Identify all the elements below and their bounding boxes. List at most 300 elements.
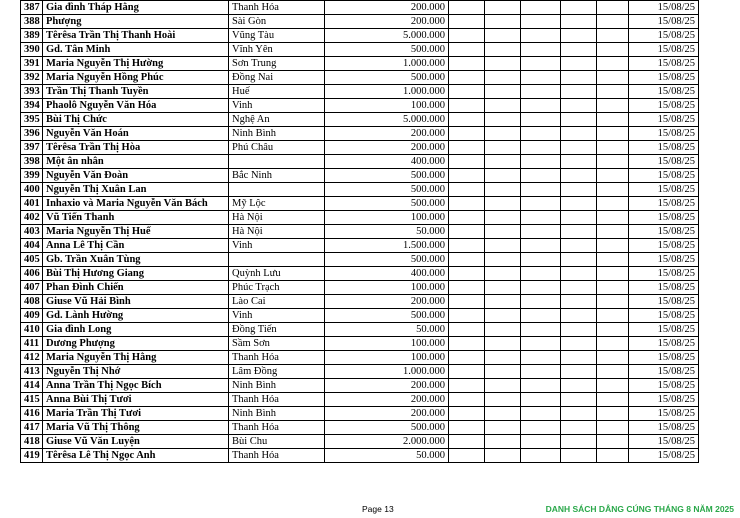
donation-date: 15/08/25 [629, 295, 699, 309]
empty-cell [485, 197, 521, 211]
donor-name: Bùi Thị Chức [43, 113, 229, 127]
empty-cell [597, 71, 629, 85]
table-row [21, 99, 699, 113]
table-row [21, 379, 699, 393]
row-number: 395 [21, 113, 43, 127]
row-number: 403 [21, 225, 43, 239]
donation-amount: 100.000 [325, 211, 449, 225]
empty-cell [561, 113, 597, 127]
donation-table-body [21, 1, 699, 463]
donation-amount: 200.000 [325, 1, 449, 15]
empty-cell [561, 295, 597, 309]
donor-name: Maria Nguyễn Hồng Phúc [43, 71, 229, 85]
empty-cell [561, 43, 597, 57]
table-row [21, 113, 699, 127]
donor-name: Gia đình Long [43, 323, 229, 337]
row-number: 417 [21, 421, 43, 435]
donation-amount: 100.000 [325, 99, 449, 113]
donation-amount: 500.000 [325, 43, 449, 57]
empty-cell [597, 267, 629, 281]
donor-place: Bùi Chu [229, 435, 325, 449]
donation-amount: 500.000 [325, 309, 449, 323]
empty-cell [597, 379, 629, 393]
empty-cell [561, 449, 597, 463]
empty-cell [561, 435, 597, 449]
empty-cell [561, 225, 597, 239]
donor-place: Vũng Tàu [229, 29, 325, 43]
donor-place: Đồng Tiến [229, 323, 325, 337]
empty-cell [561, 393, 597, 407]
empty-cell [449, 379, 485, 393]
donor-name: Nguyễn Văn Đoàn [43, 169, 229, 183]
empty-cell [521, 365, 561, 379]
table-row [21, 127, 699, 141]
row-number: 407 [21, 281, 43, 295]
row-number: 389 [21, 29, 43, 43]
donation-amount: 200.000 [325, 407, 449, 421]
donation-amount: 1.500.000 [325, 239, 449, 253]
empty-cell [449, 1, 485, 15]
empty-cell [485, 449, 521, 463]
empty-cell [449, 435, 485, 449]
donation-amount: 50.000 [325, 449, 449, 463]
donor-place: Thanh Hóa [229, 393, 325, 407]
donation-date: 15/08/25 [629, 197, 699, 211]
donation-table [20, 0, 699, 463]
empty-cell [521, 169, 561, 183]
empty-cell [485, 281, 521, 295]
empty-cell [597, 1, 629, 15]
empty-cell [561, 239, 597, 253]
empty-cell [485, 365, 521, 379]
empty-cell [449, 267, 485, 281]
empty-cell [521, 57, 561, 71]
donation-amount: 400.000 [325, 155, 449, 169]
donor-place: Ninh Bình [229, 379, 325, 393]
donor-place: Thanh Hóa [229, 449, 325, 463]
empty-cell [597, 169, 629, 183]
empty-cell [521, 85, 561, 99]
page-number: Page 13 [362, 504, 394, 514]
donor-name: Phượng [43, 15, 229, 29]
empty-cell [485, 113, 521, 127]
donor-name: Maria Nguyễn Thị Hằng [43, 351, 229, 365]
donation-amount: 500.000 [325, 421, 449, 435]
donor-name: Têrêsa Trần Thị Hòa [43, 141, 229, 155]
donation-date: 15/08/25 [629, 211, 699, 225]
donation-date: 15/08/25 [629, 407, 699, 421]
donation-amount: 500.000 [325, 197, 449, 211]
donation-amount: 1.000.000 [325, 57, 449, 71]
empty-cell [561, 309, 597, 323]
empty-cell [521, 337, 561, 351]
empty-cell [485, 211, 521, 225]
empty-cell [485, 323, 521, 337]
donation-amount: 100.000 [325, 351, 449, 365]
donor-name: Nguyễn Thị Nhớ [43, 365, 229, 379]
donation-date: 15/08/25 [629, 15, 699, 29]
donor-name: Maria Vũ Thị Thông [43, 421, 229, 435]
donor-name: Nguyễn Thị Xuân Lan [43, 183, 229, 197]
table-row [21, 253, 699, 267]
donor-place: Thanh Hóa [229, 351, 325, 365]
donor-name: Phaolô Nguyễn Văn Hóa [43, 99, 229, 113]
empty-cell [597, 127, 629, 141]
table-row [21, 43, 699, 57]
donation-date: 15/08/25 [629, 253, 699, 267]
empty-cell [521, 435, 561, 449]
empty-cell [561, 365, 597, 379]
row-number: 394 [21, 99, 43, 113]
row-number: 408 [21, 295, 43, 309]
donor-name: Maria Nguyễn Thị Huế [43, 225, 229, 239]
table-row [21, 393, 699, 407]
empty-cell [485, 1, 521, 15]
row-number: 416 [21, 407, 43, 421]
table-row [21, 281, 699, 295]
donation-amount: 200.000 [325, 141, 449, 155]
empty-cell [449, 183, 485, 197]
donation-amount: 50.000 [325, 225, 449, 239]
empty-cell [485, 29, 521, 43]
donor-name: Anna Bùi Thị Tươi [43, 393, 229, 407]
donation-date: 15/08/25 [629, 29, 699, 43]
empty-cell [449, 253, 485, 267]
empty-cell [485, 71, 521, 85]
empty-cell [449, 309, 485, 323]
empty-cell [561, 267, 597, 281]
empty-cell [485, 267, 521, 281]
donation-amount: 200.000 [325, 15, 449, 29]
donation-date: 15/08/25 [629, 169, 699, 183]
table-row [21, 57, 699, 71]
empty-cell [597, 211, 629, 225]
donor-place: Thanh Hóa [229, 1, 325, 15]
empty-cell [521, 253, 561, 267]
row-number: 413 [21, 365, 43, 379]
empty-cell [485, 141, 521, 155]
donation-date: 15/08/25 [629, 365, 699, 379]
donation-amount: 1.000.000 [325, 365, 449, 379]
donation-amount: 5.000.000 [325, 113, 449, 127]
empty-cell [485, 239, 521, 253]
empty-cell [561, 183, 597, 197]
empty-cell [449, 295, 485, 309]
empty-cell [449, 85, 485, 99]
empty-cell [597, 421, 629, 435]
empty-cell [485, 225, 521, 239]
donation-date: 15/08/25 [629, 141, 699, 155]
donor-place: Hà Nội [229, 225, 325, 239]
empty-cell [449, 323, 485, 337]
donation-date: 15/08/25 [629, 267, 699, 281]
empty-cell [597, 29, 629, 43]
donor-name: Bùi Thị Hương Giang [43, 267, 229, 281]
donor-name: Giuse Vũ Hải Bình [43, 295, 229, 309]
empty-cell [561, 407, 597, 421]
table-row [21, 15, 699, 29]
row-number: 410 [21, 323, 43, 337]
row-number: 391 [21, 57, 43, 71]
row-number: 419 [21, 449, 43, 463]
empty-cell [521, 351, 561, 365]
empty-cell [561, 421, 597, 435]
empty-cell [597, 197, 629, 211]
donor-name: Maria Nguyễn Thị Hường [43, 57, 229, 71]
empty-cell [449, 449, 485, 463]
empty-cell [561, 379, 597, 393]
donor-name: Anna Trần Thị Ngọc Bích [43, 379, 229, 393]
empty-cell [485, 351, 521, 365]
table-row [21, 323, 699, 337]
donor-name: Maria Trần Thị Tươi [43, 407, 229, 421]
donation-date: 15/08/25 [629, 71, 699, 85]
empty-cell [561, 127, 597, 141]
empty-cell [561, 197, 597, 211]
empty-cell [597, 281, 629, 295]
empty-cell [521, 267, 561, 281]
empty-cell [485, 309, 521, 323]
donor-place: Quỳnh Lưu [229, 267, 325, 281]
table-row [21, 421, 699, 435]
empty-cell [485, 85, 521, 99]
table-row [21, 365, 699, 379]
table-row [21, 211, 699, 225]
donor-name: Gia đình Tháp Hằng [43, 1, 229, 15]
donor-place: Lào Cai [229, 295, 325, 309]
empty-cell [597, 435, 629, 449]
empty-cell [449, 197, 485, 211]
empty-cell [597, 407, 629, 421]
donor-name: Inhaxio và Maria Nguyễn Văn Bách [43, 197, 229, 211]
empty-cell [597, 365, 629, 379]
donation-amount: 5.000.000 [325, 29, 449, 43]
empty-cell [561, 57, 597, 71]
donation-date: 15/08/25 [629, 43, 699, 57]
row-number: 400 [21, 183, 43, 197]
donor-place: Huế [229, 85, 325, 99]
empty-cell [597, 155, 629, 169]
row-number: 401 [21, 197, 43, 211]
table-row [21, 29, 699, 43]
empty-cell [521, 1, 561, 15]
donor-place: Đồng Nai [229, 71, 325, 85]
empty-cell [521, 141, 561, 155]
donor-place: Ninh Bình [229, 127, 325, 141]
empty-cell [449, 239, 485, 253]
donation-date: 15/08/25 [629, 449, 699, 463]
empty-cell [597, 57, 629, 71]
table-row [21, 183, 699, 197]
donor-place [229, 183, 325, 197]
empty-cell [521, 155, 561, 169]
row-number: 404 [21, 239, 43, 253]
empty-cell [449, 71, 485, 85]
empty-cell [449, 225, 485, 239]
empty-cell [521, 309, 561, 323]
empty-cell [561, 169, 597, 183]
donor-name: Vũ Tiến Thanh [43, 211, 229, 225]
donor-name: Gd. Lành Hường [43, 309, 229, 323]
empty-cell [597, 337, 629, 351]
empty-cell [521, 29, 561, 43]
empty-cell [561, 99, 597, 113]
donor-place [229, 155, 325, 169]
table-row [21, 267, 699, 281]
row-number: 411 [21, 337, 43, 351]
donor-place: Vinh [229, 239, 325, 253]
empty-cell [485, 57, 521, 71]
table-row [21, 435, 699, 449]
row-number: 396 [21, 127, 43, 141]
donor-name: Một ân nhân [43, 155, 229, 169]
empty-cell [521, 183, 561, 197]
table-row [21, 309, 699, 323]
row-number: 414 [21, 379, 43, 393]
empty-cell [449, 141, 485, 155]
empty-cell [561, 155, 597, 169]
empty-cell [521, 99, 561, 113]
donation-amount: 500.000 [325, 71, 449, 85]
donor-place: Vinh [229, 99, 325, 113]
donor-place: Sầm Sơn [229, 337, 325, 351]
empty-cell [561, 1, 597, 15]
table-row [21, 239, 699, 253]
table-row [21, 155, 699, 169]
empty-cell [521, 43, 561, 57]
row-number: 418 [21, 435, 43, 449]
empty-cell [485, 295, 521, 309]
row-number: 387 [21, 1, 43, 15]
donation-date: 15/08/25 [629, 351, 699, 365]
donation-amount: 100.000 [325, 281, 449, 295]
donation-date: 15/08/25 [629, 57, 699, 71]
donation-date: 15/08/25 [629, 393, 699, 407]
donor-place: Lâm Đồng [229, 365, 325, 379]
empty-cell [449, 211, 485, 225]
donation-amount: 200.000 [325, 127, 449, 141]
row-number: 398 [21, 155, 43, 169]
empty-cell [485, 337, 521, 351]
empty-cell [485, 155, 521, 169]
empty-cell [561, 281, 597, 295]
empty-cell [561, 141, 597, 155]
donor-place: Ninh Bình [229, 407, 325, 421]
empty-cell [561, 211, 597, 225]
empty-cell [521, 421, 561, 435]
donation-date: 15/08/25 [629, 1, 699, 15]
donor-place: Hà Nội [229, 211, 325, 225]
donation-date: 15/08/25 [629, 225, 699, 239]
empty-cell [521, 407, 561, 421]
donation-date: 15/08/25 [629, 379, 699, 393]
donation-amount: 400.000 [325, 267, 449, 281]
donation-amount: 200.000 [325, 295, 449, 309]
empty-cell [485, 435, 521, 449]
donation-amount: 200.000 [325, 393, 449, 407]
empty-cell [597, 253, 629, 267]
empty-cell [521, 239, 561, 253]
donor-name: Phan Đình Chiến [43, 281, 229, 295]
donation-amount: 200.000 [325, 379, 449, 393]
donation-date: 15/08/25 [629, 323, 699, 337]
donation-amount: 500.000 [325, 183, 449, 197]
donor-name: Gb. Trần Xuân Tùng [43, 253, 229, 267]
row-number: 392 [21, 71, 43, 85]
table-row [21, 197, 699, 211]
table-row [21, 225, 699, 239]
empty-cell [561, 323, 597, 337]
empty-cell [521, 197, 561, 211]
donation-date: 15/08/25 [629, 127, 699, 141]
empty-cell [449, 169, 485, 183]
row-number: 393 [21, 85, 43, 99]
empty-cell [521, 15, 561, 29]
empty-cell [521, 323, 561, 337]
donation-amount: 500.000 [325, 169, 449, 183]
donation-amount: 100.000 [325, 337, 449, 351]
empty-cell [521, 295, 561, 309]
empty-cell [597, 141, 629, 155]
empty-cell [521, 281, 561, 295]
empty-cell [561, 85, 597, 99]
donor-name: Têrêsa Trần Thị Thanh Hoài [43, 29, 229, 43]
row-number: 412 [21, 351, 43, 365]
empty-cell [449, 351, 485, 365]
empty-cell [521, 127, 561, 141]
donor-place [229, 253, 325, 267]
empty-cell [597, 15, 629, 29]
table-row [21, 85, 699, 99]
table-row [21, 295, 699, 309]
empty-cell [597, 323, 629, 337]
donor-name: Nguyễn Văn Hoán [43, 127, 229, 141]
row-number: 397 [21, 141, 43, 155]
row-number: 409 [21, 309, 43, 323]
document-title: DANH SÁCH DÂNG CÚNG THÁNG 8 NĂM 2025 [545, 504, 734, 514]
empty-cell [597, 449, 629, 463]
empty-cell [449, 421, 485, 435]
empty-cell [521, 379, 561, 393]
empty-cell [597, 85, 629, 99]
empty-cell [561, 29, 597, 43]
empty-cell [449, 127, 485, 141]
donation-date: 15/08/25 [629, 337, 699, 351]
donation-date: 15/08/25 [629, 113, 699, 127]
donation-amount: 500.000 [325, 253, 449, 267]
donor-name: Dương Phượng [43, 337, 229, 351]
donor-place: Bắc Ninh [229, 169, 325, 183]
table-row [21, 71, 699, 85]
empty-cell [449, 155, 485, 169]
donor-place: Mỹ Lộc [229, 197, 325, 211]
donor-name: Anna Lê Thị Cần [43, 239, 229, 253]
table-row [21, 449, 699, 463]
row-number: 402 [21, 211, 43, 225]
empty-cell [449, 43, 485, 57]
empty-cell [449, 337, 485, 351]
donor-place: Vĩnh Yên [229, 43, 325, 57]
empty-cell [521, 211, 561, 225]
empty-cell [597, 225, 629, 239]
empty-cell [597, 309, 629, 323]
empty-cell [485, 253, 521, 267]
donor-name: Giuse Vũ Văn Luyện [43, 435, 229, 449]
table-row [21, 337, 699, 351]
donation-amount: 50.000 [325, 323, 449, 337]
row-number: 390 [21, 43, 43, 57]
table-row [21, 407, 699, 421]
